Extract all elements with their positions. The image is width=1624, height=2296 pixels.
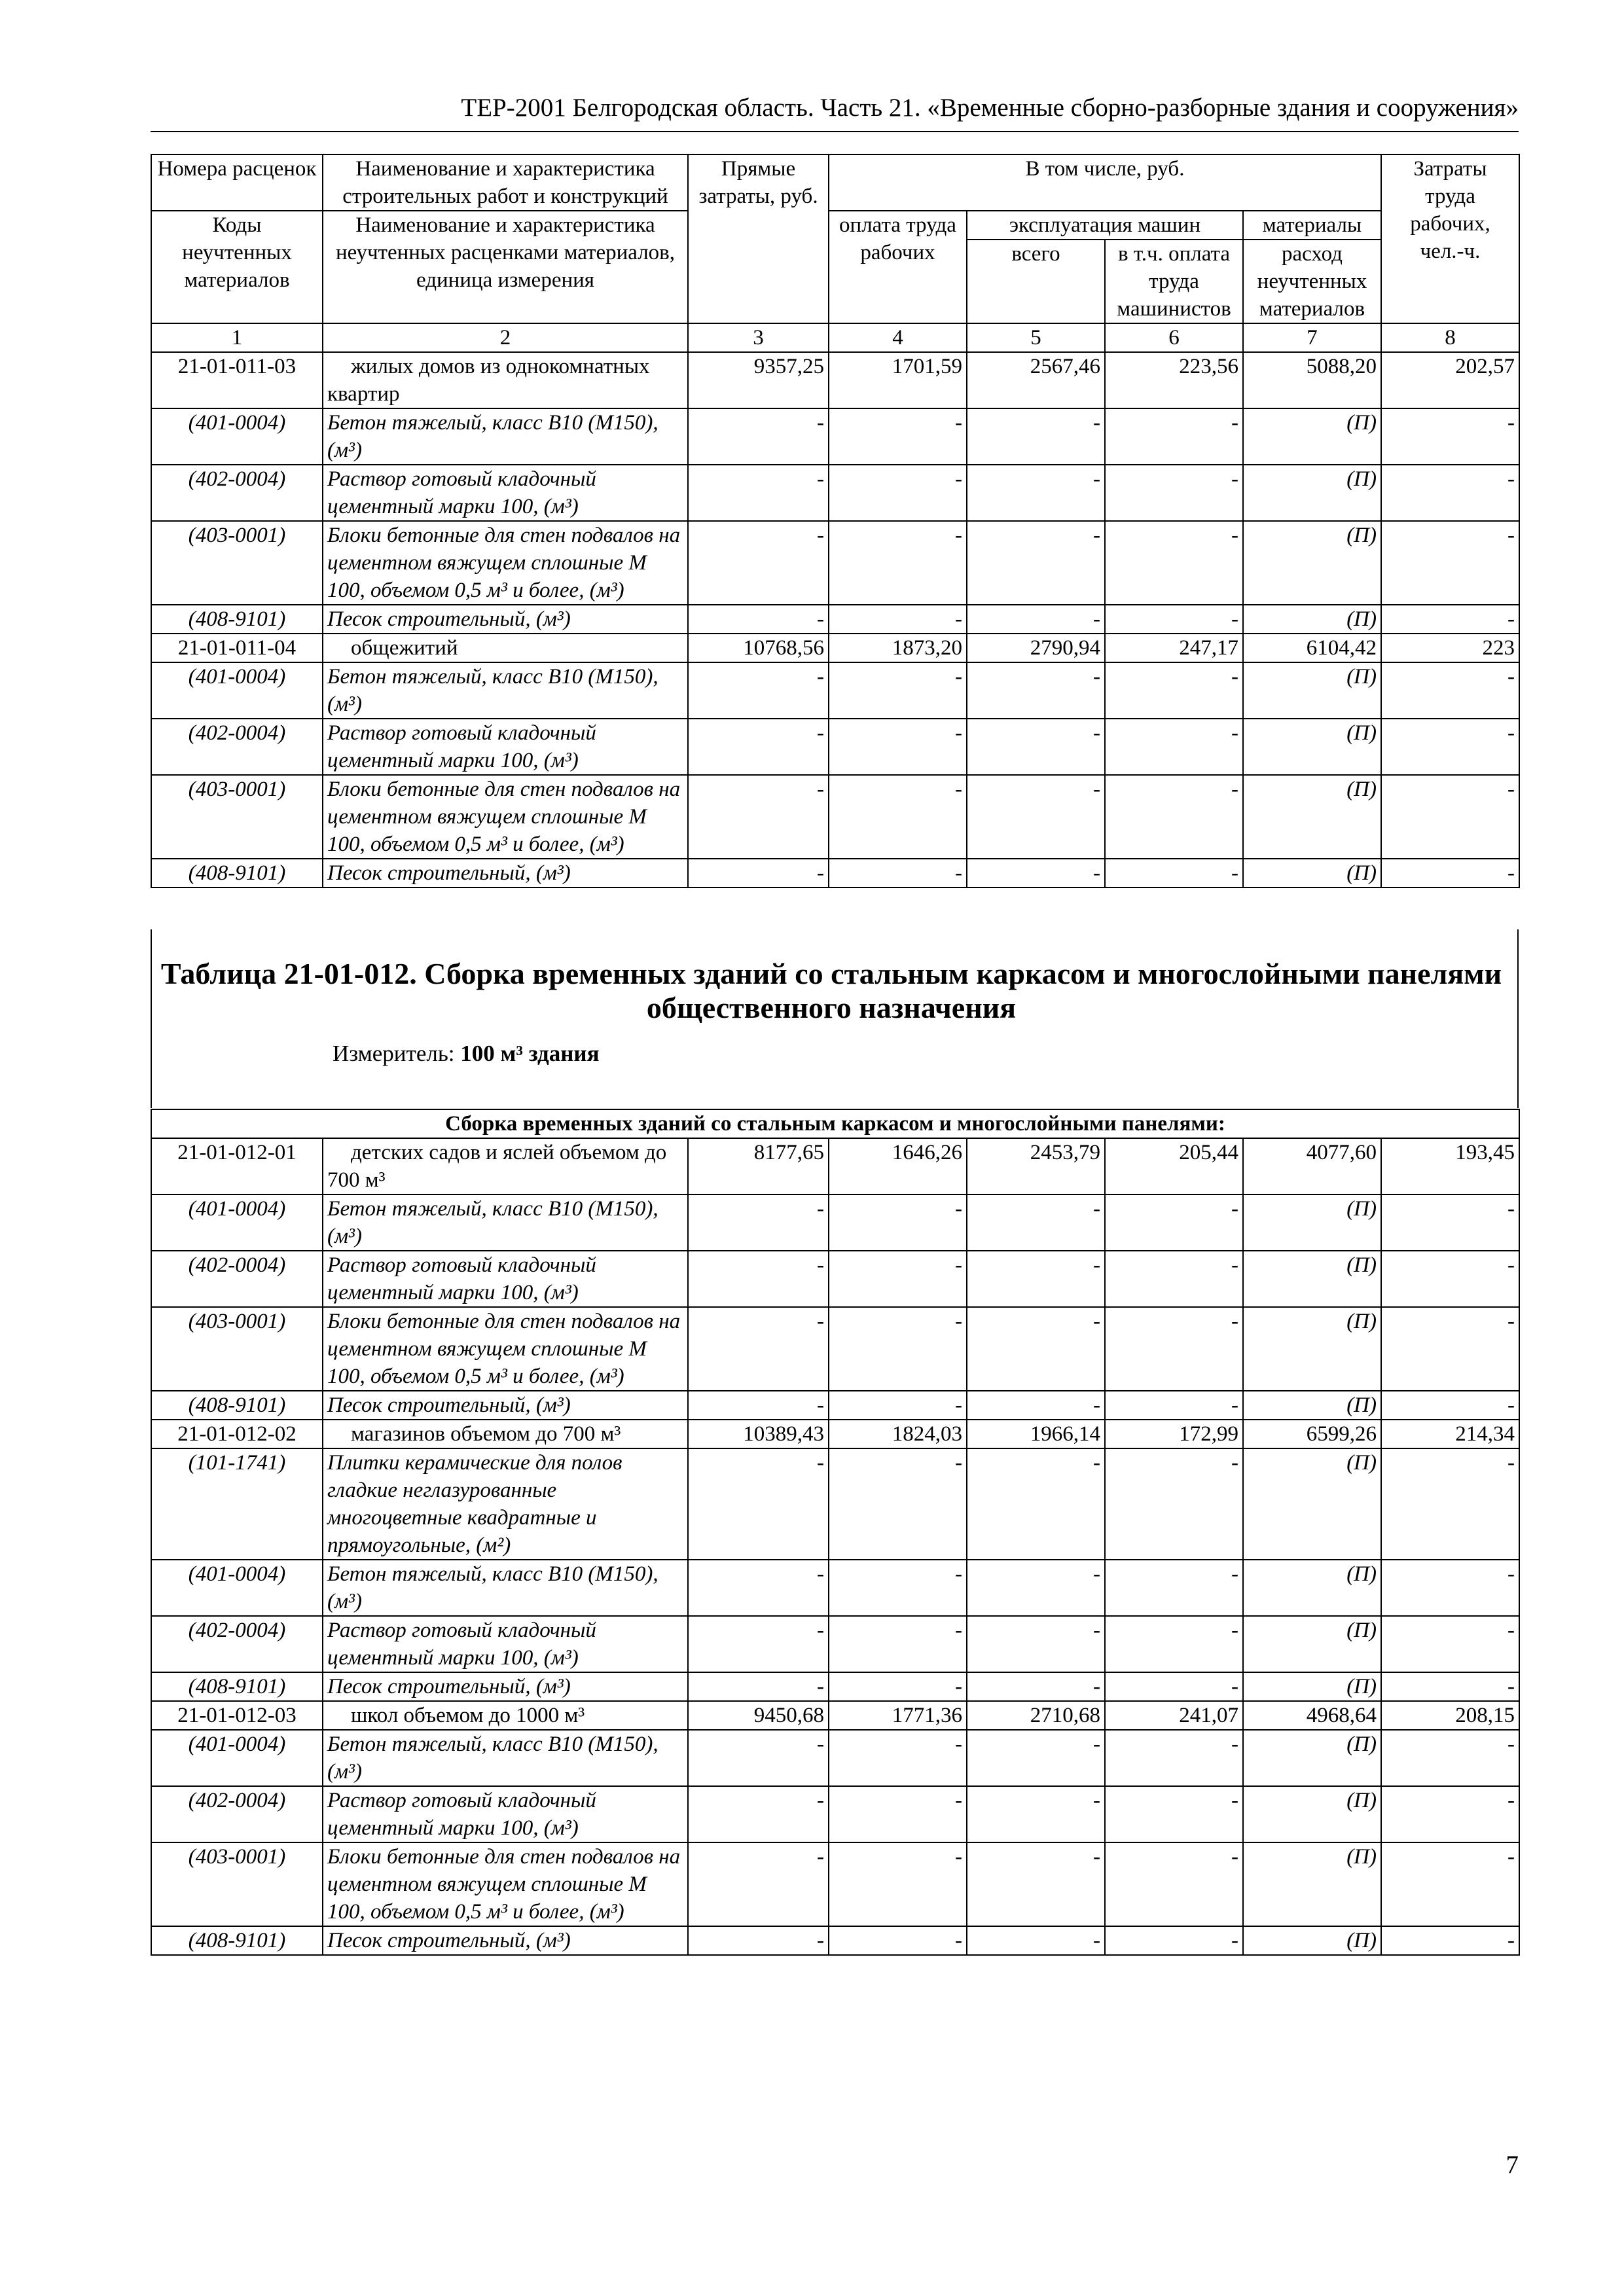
name-cell: детских садов и яслей объемом до 700 м³ bbox=[323, 1138, 688, 1194]
direct-cost-cell: 9450,68 bbox=[688, 1701, 829, 1730]
code-cell: (401-0004) bbox=[151, 408, 323, 465]
name-cell: Плитки керамические для полов гладкие неглазурованные многоцветные квадратные и прямоугольные, (м²) bbox=[323, 1448, 688, 1560]
direct-cost-cell: - bbox=[688, 605, 829, 634]
code-cell: 21-01-011-03 bbox=[151, 352, 323, 408]
labor-cell: 223 bbox=[1381, 634, 1519, 662]
column-number: 5 bbox=[967, 323, 1105, 352]
code-cell: (401-0004) bbox=[151, 662, 323, 719]
machines-cell: - bbox=[967, 1448, 1105, 1560]
machines-cell: - bbox=[967, 1251, 1105, 1307]
materials-cell: (П) bbox=[1243, 662, 1381, 719]
rates-table-top bbox=[151, 154, 1520, 888]
header-rule bbox=[151, 131, 1519, 132]
wages-cell: - bbox=[829, 1560, 967, 1616]
labor-cell: - bbox=[1381, 1194, 1519, 1251]
materials-cell: (П) bbox=[1243, 775, 1381, 859]
material-row bbox=[151, 1560, 1519, 1616]
machines-cell: 1966,14 bbox=[967, 1420, 1105, 1448]
wages-cell: - bbox=[829, 1672, 967, 1701]
machines-cell: 2710,68 bbox=[967, 1701, 1105, 1730]
materials-cell: (П) bbox=[1243, 719, 1381, 775]
name-cell: Песок строительный, (м³) bbox=[323, 1926, 688, 1955]
machines-cell: - bbox=[967, 465, 1105, 521]
name-cell: Блоки бетонные для стен подвалов на цементном вяжущем сплошные М 100, объемом 0,5 м³ и более, (м³) bbox=[323, 1307, 688, 1391]
machines-cell: - bbox=[967, 719, 1105, 775]
materials-cell: (П) bbox=[1243, 1560, 1381, 1616]
name-cell: Бетон тяжелый, класс В10 (М150), (м³) bbox=[323, 1730, 688, 1786]
machines-cell: - bbox=[967, 408, 1105, 465]
labor-cell: - bbox=[1381, 1448, 1519, 1560]
machines-cell: - bbox=[967, 605, 1105, 634]
machinists-cell: - bbox=[1105, 1842, 1243, 1926]
materials-cell: (П) bbox=[1243, 1730, 1381, 1786]
name-cell: Песок строительный, (м³) bbox=[323, 859, 688, 888]
machinists-cell: - bbox=[1105, 1307, 1243, 1391]
materials-cell: 6104,42 bbox=[1243, 634, 1381, 662]
labor-cell: - bbox=[1381, 521, 1519, 605]
materials-cell: (П) bbox=[1243, 859, 1381, 888]
wages-cell: - bbox=[829, 605, 967, 634]
material-row bbox=[151, 1251, 1519, 1307]
machinists-cell: - bbox=[1105, 465, 1243, 521]
header-name-top: Наименование и характеристика строительных работ и конструкций bbox=[323, 154, 688, 211]
direct-cost-cell: - bbox=[688, 1251, 829, 1307]
labor-cell: - bbox=[1381, 775, 1519, 859]
wages-cell: - bbox=[829, 1616, 967, 1672]
direct-cost-cell: - bbox=[688, 1448, 829, 1560]
wages-cell: - bbox=[829, 521, 967, 605]
direct-cost-cell: - bbox=[688, 1730, 829, 1786]
material-row bbox=[151, 859, 1519, 888]
wages-cell: - bbox=[829, 1786, 967, 1842]
header-including: В том числе, руб. bbox=[829, 154, 1381, 211]
header-materials-sub: расход неучтенных материалов bbox=[1243, 240, 1381, 323]
table-body-top bbox=[151, 352, 1519, 888]
column-numbers-row bbox=[151, 323, 1519, 352]
header-materials: материалы bbox=[1243, 211, 1381, 240]
code-cell: (402-0004) bbox=[151, 1786, 323, 1842]
machinists-cell: 247,17 bbox=[1105, 634, 1243, 662]
material-row bbox=[151, 1307, 1519, 1391]
direct-cost-cell: 9357,25 bbox=[688, 352, 829, 408]
code-cell: (401-0004) bbox=[151, 1730, 323, 1786]
code-cell: (403-0001) bbox=[151, 775, 323, 859]
direct-cost-cell: - bbox=[688, 775, 829, 859]
material-row bbox=[151, 408, 1519, 465]
direct-cost-cell: - bbox=[688, 1672, 829, 1701]
table-title: Таблица 21-01-012. Сборка временных зданий со стальным каркасом и многослойными панелями общественного назначения bbox=[160, 957, 1502, 1024]
machinists-cell: - bbox=[1105, 1391, 1243, 1420]
material-row bbox=[151, 521, 1519, 605]
header-codes-bottom: Коды неучтенных материалов bbox=[151, 211, 323, 323]
materials-cell: (П) bbox=[1243, 1616, 1381, 1672]
name-cell: Бетон тяжелый, класс В10 (М150), (м³) bbox=[323, 408, 688, 465]
wages-cell: 1646,26 bbox=[829, 1138, 967, 1194]
header-machinists: в т.ч. оплата труда машинистов bbox=[1105, 240, 1243, 323]
machines-cell: 2453,79 bbox=[967, 1138, 1105, 1194]
wages-cell: - bbox=[829, 1194, 967, 1251]
materials-cell: (П) bbox=[1243, 465, 1381, 521]
labor-cell: 214,34 bbox=[1381, 1420, 1519, 1448]
labor-cell: - bbox=[1381, 1730, 1519, 1786]
name-cell: жилых домов из однокомнатных квартир bbox=[323, 352, 688, 408]
direct-cost-cell: - bbox=[688, 1926, 829, 1955]
wages-cell: 1701,59 bbox=[829, 352, 967, 408]
machinists-cell: 223,56 bbox=[1105, 352, 1243, 408]
machines-cell: 2790,94 bbox=[967, 634, 1105, 662]
labor-cell: - bbox=[1381, 1251, 1519, 1307]
direct-cost-cell: - bbox=[688, 1307, 829, 1391]
code-cell: (402-0004) bbox=[151, 465, 323, 521]
direct-cost-cell: 10768,56 bbox=[688, 634, 829, 662]
direct-cost-cell: - bbox=[688, 859, 829, 888]
machinists-cell: - bbox=[1105, 719, 1243, 775]
wages-cell: 1873,20 bbox=[829, 634, 967, 662]
materials-cell: (П) bbox=[1243, 1391, 1381, 1420]
code-cell: (401-0004) bbox=[151, 1194, 323, 1251]
wages-cell: - bbox=[829, 859, 967, 888]
machinists-cell: - bbox=[1105, 1616, 1243, 1672]
column-number: 3 bbox=[688, 323, 829, 352]
direct-cost-cell: - bbox=[688, 1391, 829, 1420]
machines-cell: 2567,46 bbox=[967, 352, 1105, 408]
direct-cost-cell: - bbox=[688, 521, 829, 605]
machinists-cell: 241,07 bbox=[1105, 1701, 1243, 1730]
code-cell: (402-0004) bbox=[151, 1251, 323, 1307]
machinists-cell: - bbox=[1105, 1251, 1243, 1307]
machinists-cell: 205,44 bbox=[1105, 1138, 1243, 1194]
header-wages: оплата труда рабочих bbox=[829, 211, 967, 323]
wages-cell: 1824,03 bbox=[829, 1420, 967, 1448]
header-machines: эксплуатация машин bbox=[967, 211, 1243, 240]
machines-cell: - bbox=[967, 521, 1105, 605]
machines-cell: - bbox=[967, 1926, 1105, 1955]
page-number: 7 bbox=[1506, 2151, 1519, 2179]
material-row bbox=[151, 1842, 1519, 1926]
name-cell: Бетон тяжелый, класс В10 (М150), (м³) bbox=[323, 1194, 688, 1251]
measure-label: Измеритель: bbox=[333, 1041, 455, 1066]
code-cell: (408-9101) bbox=[151, 605, 323, 634]
direct-cost-cell: - bbox=[688, 465, 829, 521]
material-row bbox=[151, 1194, 1519, 1251]
machinists-cell: - bbox=[1105, 662, 1243, 719]
code-cell: (408-9101) bbox=[151, 1672, 323, 1701]
direct-cost-cell: - bbox=[688, 1194, 829, 1251]
wages-cell: - bbox=[829, 1307, 967, 1391]
name-cell: общежитий bbox=[323, 634, 688, 662]
labor-cell: - bbox=[1381, 719, 1519, 775]
materials-cell: (П) bbox=[1243, 1926, 1381, 1955]
material-row bbox=[151, 1672, 1519, 1701]
machinists-cell: - bbox=[1105, 1926, 1243, 1955]
table-body-bottom bbox=[151, 1138, 1519, 1955]
materials-cell: 4968,64 bbox=[1243, 1701, 1381, 1730]
direct-cost-cell: - bbox=[688, 719, 829, 775]
material-row bbox=[151, 1730, 1519, 1786]
column-number: 2 bbox=[323, 323, 688, 352]
wages-cell: - bbox=[829, 1842, 967, 1926]
labor-cell: - bbox=[1381, 1926, 1519, 1955]
wages-cell: - bbox=[829, 662, 967, 719]
wages-cell: - bbox=[829, 465, 967, 521]
running-header: ТЕР-2001 Белгородская область. Часть 21. «Временные сборно-разборные здания и сооружения» bbox=[461, 94, 1519, 122]
materials-cell: (П) bbox=[1243, 1194, 1381, 1251]
code-cell: (101-1741) bbox=[151, 1448, 323, 1560]
material-row bbox=[151, 1926, 1519, 1955]
machinists-cell: - bbox=[1105, 1194, 1243, 1251]
name-cell: Блоки бетонные для стен подвалов на цементном вяжущем сплошные М 100, объемом 0,5 м³ и более, (м³) bbox=[323, 1842, 688, 1926]
code-cell: (408-9101) bbox=[151, 1926, 323, 1955]
rate-row bbox=[151, 1701, 1519, 1730]
name-cell: Раствор готовый кладочный цементный марки 100, (м³) bbox=[323, 1251, 688, 1307]
labor-cell: - bbox=[1381, 1391, 1519, 1420]
material-row bbox=[151, 1786, 1519, 1842]
wages-cell: - bbox=[829, 719, 967, 775]
labor-cell: - bbox=[1381, 662, 1519, 719]
code-cell: (402-0004) bbox=[151, 719, 323, 775]
name-cell: Песок строительный, (м³) bbox=[323, 1391, 688, 1420]
header-machines-total: всего bbox=[967, 240, 1105, 323]
machines-cell: - bbox=[967, 1786, 1105, 1842]
material-row bbox=[151, 775, 1519, 859]
labor-cell: 193,45 bbox=[1381, 1138, 1519, 1194]
name-cell: Раствор готовый кладочный цементный марки 100, (м³) bbox=[323, 1786, 688, 1842]
machines-cell: - bbox=[967, 1842, 1105, 1926]
code-cell: 21-01-012-03 bbox=[151, 1701, 323, 1730]
wages-cell: - bbox=[829, 1926, 967, 1955]
code-cell: 21-01-012-02 bbox=[151, 1420, 323, 1448]
labor-cell: - bbox=[1381, 1307, 1519, 1391]
rate-row bbox=[151, 634, 1519, 662]
materials-cell: (П) bbox=[1243, 605, 1381, 634]
rate-row bbox=[151, 352, 1519, 408]
machinists-cell: - bbox=[1105, 1786, 1243, 1842]
labor-cell: - bbox=[1381, 605, 1519, 634]
code-cell: (403-0001) bbox=[151, 521, 323, 605]
header-direct-costs: Прямые затраты, руб. bbox=[688, 154, 829, 323]
machines-cell: - bbox=[967, 775, 1105, 859]
name-cell: Раствор готовый кладочный цементный марки 100, (м³) bbox=[323, 1616, 688, 1672]
material-row bbox=[151, 719, 1519, 775]
wages-cell: - bbox=[829, 775, 967, 859]
machinists-cell: - bbox=[1105, 408, 1243, 465]
labor-cell: - bbox=[1381, 1786, 1519, 1842]
column-number: 6 bbox=[1105, 323, 1243, 352]
wages-cell: - bbox=[829, 1730, 967, 1786]
name-cell: Бетон тяжелый, класс В10 (М150), (м³) bbox=[323, 1560, 688, 1616]
machinists-cell: - bbox=[1105, 521, 1243, 605]
materials-cell: 6599,26 bbox=[1243, 1420, 1381, 1448]
machinists-cell: - bbox=[1105, 1730, 1243, 1786]
labor-cell: 208,15 bbox=[1381, 1701, 1519, 1730]
code-cell: (408-9101) bbox=[151, 1391, 323, 1420]
wages-cell: - bbox=[829, 1391, 967, 1420]
machines-cell: - bbox=[967, 1730, 1105, 1786]
column-number: 7 bbox=[1243, 323, 1381, 352]
name-cell: Блоки бетонные для стен подвалов на цементном вяжущем сплошные М 100, объемом 0,5 м³ и более, (м³) bbox=[323, 521, 688, 605]
machinists-cell: - bbox=[1105, 605, 1243, 634]
material-row bbox=[151, 605, 1519, 634]
code-cell: (408-9101) bbox=[151, 859, 323, 888]
direct-cost-cell: 10389,43 bbox=[688, 1420, 829, 1448]
machines-cell: - bbox=[967, 1560, 1105, 1616]
material-row bbox=[151, 662, 1519, 719]
materials-cell: (П) bbox=[1243, 1448, 1381, 1560]
direct-cost-cell: - bbox=[688, 662, 829, 719]
materials-cell: (П) bbox=[1243, 1251, 1381, 1307]
code-cell: (401-0004) bbox=[151, 1560, 323, 1616]
code-cell: (403-0001) bbox=[151, 1842, 323, 1926]
machinists-cell: - bbox=[1105, 1448, 1243, 1560]
machines-cell: - bbox=[967, 1391, 1105, 1420]
rate-row bbox=[151, 1420, 1519, 1448]
group-subheading: Сборка временных зданий со стальным каркасом и многослойными панелями: bbox=[151, 1109, 1519, 1138]
labor-cell: 202,57 bbox=[1381, 352, 1519, 408]
materials-cell: (П) bbox=[1243, 521, 1381, 605]
column-number: 1 bbox=[151, 323, 323, 352]
materials-cell: (П) bbox=[1243, 1307, 1381, 1391]
code-cell: 21-01-011-04 bbox=[151, 634, 323, 662]
materials-cell: 4077,60 bbox=[1243, 1138, 1381, 1194]
measure-line bbox=[333, 1041, 600, 1067]
name-cell: Песок строительный, (м³) bbox=[323, 1672, 688, 1701]
code-cell: (403-0001) bbox=[151, 1307, 323, 1391]
name-cell: Раствор готовый кладочный цементный марки 100, (м³) bbox=[323, 719, 688, 775]
header-codes-top: Номера расценок bbox=[151, 154, 323, 211]
labor-cell: - bbox=[1381, 465, 1519, 521]
wages-cell: - bbox=[829, 408, 967, 465]
machines-cell: - bbox=[967, 1307, 1105, 1391]
machines-cell: - bbox=[967, 1194, 1105, 1251]
material-row bbox=[151, 465, 1519, 521]
materials-cell: 5088,20 bbox=[1243, 352, 1381, 408]
direct-cost-cell: - bbox=[688, 408, 829, 465]
machinists-cell: - bbox=[1105, 1672, 1243, 1701]
machinists-cell: 172,99 bbox=[1105, 1420, 1243, 1448]
column-number: 8 bbox=[1381, 323, 1519, 352]
labor-cell: - bbox=[1381, 1842, 1519, 1926]
materials-cell: (П) bbox=[1243, 1842, 1381, 1926]
column-number: 4 bbox=[829, 323, 967, 352]
machines-cell: - bbox=[967, 859, 1105, 888]
machinists-cell: - bbox=[1105, 775, 1243, 859]
direct-cost-cell: 8177,65 bbox=[688, 1138, 829, 1194]
wages-cell: 1771,36 bbox=[829, 1701, 967, 1730]
header-labor: Затраты труда рабочих, чел.-ч. bbox=[1381, 154, 1519, 323]
direct-cost-cell: - bbox=[688, 1842, 829, 1926]
direct-cost-cell: - bbox=[688, 1616, 829, 1672]
wages-cell: - bbox=[829, 1448, 967, 1560]
machinists-cell: - bbox=[1105, 859, 1243, 888]
header-name-bottom: Наименование и характеристика неучтенных расценками материалов, единица измерения bbox=[323, 211, 688, 323]
name-cell: Раствор готовый кладочный цементный марки 100, (м³) bbox=[323, 465, 688, 521]
rate-row bbox=[151, 1138, 1519, 1194]
machines-cell: - bbox=[967, 1616, 1105, 1672]
materials-cell: (П) bbox=[1243, 408, 1381, 465]
name-cell: Бетон тяжелый, класс В10 (М150), (м³) bbox=[323, 662, 688, 719]
name-cell: школ объемом до 1000 м³ bbox=[323, 1701, 688, 1730]
material-row bbox=[151, 1616, 1519, 1672]
direct-cost-cell: - bbox=[688, 1560, 829, 1616]
material-row bbox=[151, 1391, 1519, 1420]
labor-cell: - bbox=[1381, 408, 1519, 465]
code-cell: (402-0004) bbox=[151, 1616, 323, 1672]
direct-cost-cell: - bbox=[688, 1786, 829, 1842]
labor-cell: - bbox=[1381, 1560, 1519, 1616]
name-cell: Песок строительный, (м³) bbox=[323, 605, 688, 634]
machines-cell: - bbox=[967, 1672, 1105, 1701]
wages-cell: - bbox=[829, 1251, 967, 1307]
materials-cell: (П) bbox=[1243, 1786, 1381, 1842]
machines-cell: - bbox=[967, 662, 1105, 719]
code-cell: 21-01-012-01 bbox=[151, 1138, 323, 1194]
labor-cell: - bbox=[1381, 1616, 1519, 1672]
machinists-cell: - bbox=[1105, 1560, 1243, 1616]
material-row bbox=[151, 1448, 1519, 1560]
measure-value: 100 м³ здания bbox=[460, 1041, 600, 1066]
materials-cell: (П) bbox=[1243, 1672, 1381, 1701]
labor-cell: - bbox=[1381, 1672, 1519, 1701]
labor-cell: - bbox=[1381, 859, 1519, 888]
rates-table-bottom bbox=[151, 1109, 1520, 1956]
name-cell: магазинов объемом до 700 м³ bbox=[323, 1420, 688, 1448]
name-cell: Блоки бетонные для стен подвалов на цементном вяжущем сплошные М 100, объемом 0,5 м³ и более, (м³) bbox=[323, 775, 688, 859]
